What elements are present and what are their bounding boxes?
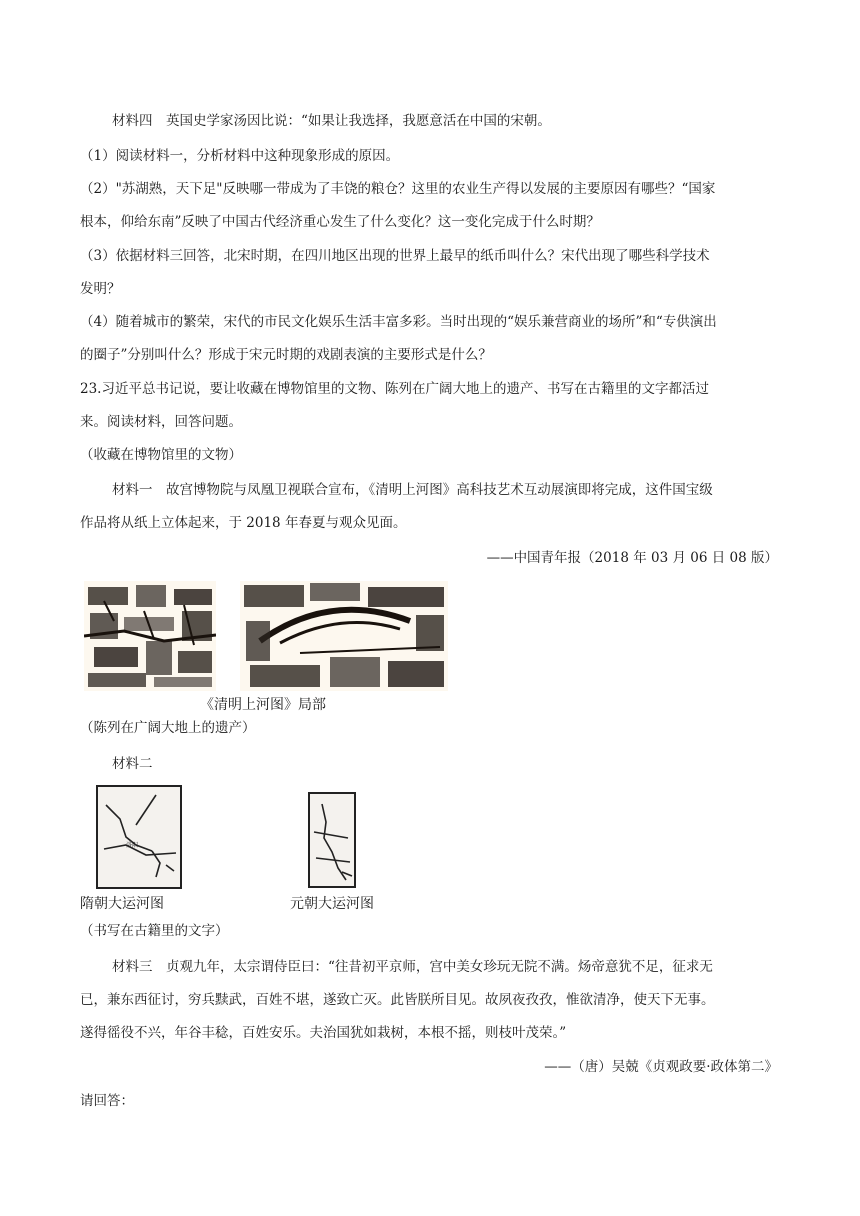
yuan-canal-caption: 元朝大运河图 — [290, 896, 374, 912]
material-1-line-2: 作品将从纸上立体起来，于 2018 年春夏与观众见面。 — [80, 515, 407, 531]
material-3-line-1: 材料三 贞观九年，太宗谓侍臣曰：“往昔初平京师，宫中美女珍玩无院不满。炀帝意犹不足，征求无 — [112, 959, 713, 975]
question-2-line-2: 根本，仰给东南”反映了中国古代经济重心发生了什么变化？这一变化完成于什么时期？ — [80, 214, 600, 230]
map-city-label: 洛阳 — [126, 842, 139, 849]
qingming-painting-right — [240, 581, 448, 691]
question-23-line-1: 23.习近平总书记说，要让收藏在博物馆里的文物、陈列在广阔大地上的遗产、书写在古籍里的文字都活过 — [80, 381, 709, 397]
question-2-line-1: （2）"苏湖熟，天下足"反映哪一带成为了丰饶的粮仓？这里的农业生产得以发展的主要原因有哪些？“国家 — [80, 181, 716, 197]
question-23-line-2: 来。阅读材料，回答问题。 — [80, 414, 242, 430]
question-1: （1）阅读材料一，分析材料中这种现象形成的原因。 — [80, 148, 400, 164]
material-3-line-3: 遂得徭役不兴，年谷丰稔，百姓安乐。夫治国犹如栽树，本根不摇，则枝叶茂荣。” — [80, 1025, 567, 1041]
section-museum-artifacts: （收藏在博物馆里的文物） — [80, 447, 242, 463]
material-1-line-1: 材料一 故宫博物院与凤凰卫视联合宣布，《清明上河图》高科技艺术互动展演即将完成，这件国宝级 — [112, 482, 713, 498]
material-3-source: ——（唐）吴兢《贞观政要·政体第二》 — [544, 1059, 778, 1075]
sui-canal-caption: 隋朝大运河图 — [80, 896, 164, 912]
question-4-line-1: （4）随着城市的繁荣，宋代的市民文化娱乐生活丰富多彩。当时出现的“娱乐兼营商业的场所”和“专供演出 — [80, 314, 717, 330]
yuan-canal-map — [308, 792, 356, 888]
section-heritage: （陈列在广阔大地上的遗产） — [80, 720, 256, 736]
material-1-source: ——中国青年报（2018 年 03 月 06 日 08 版） — [486, 550, 778, 566]
material-3-line-2: 已，兼东西征讨，穷兵黩武，百姓不堪，遂致亡灭。此皆朕所目见。故夙夜孜孜，惟欲清净，使天下无事。 — [80, 992, 715, 1008]
material-4: 材料四 英国史学家汤因比说：“如果让我选择，我愿意活在中国的宋朝。 — [112, 113, 551, 129]
please-answer: 请回答： — [80, 1093, 134, 1109]
material-2-label: 材料二 — [112, 756, 153, 772]
qingming-caption: 《清明上河图》局部 — [200, 697, 326, 713]
sui-canal-map — [96, 785, 182, 889]
section-ancient-texts: （书写在古籍里的文字） — [80, 923, 229, 939]
qingming-painting-left — [84, 581, 216, 691]
question-4-line-2: 的圈子”分别叫什么？形成于宋元时期的戏剧表演的主要形式是什么？ — [80, 347, 492, 363]
question-3-line-2: 发明？ — [80, 281, 121, 297]
question-3-line-1: （3）依据材料三回答，北宋时期，在四川地区出现的世界上最早的纸币叫什么？宋代出现了哪些科学技术 — [80, 248, 710, 264]
